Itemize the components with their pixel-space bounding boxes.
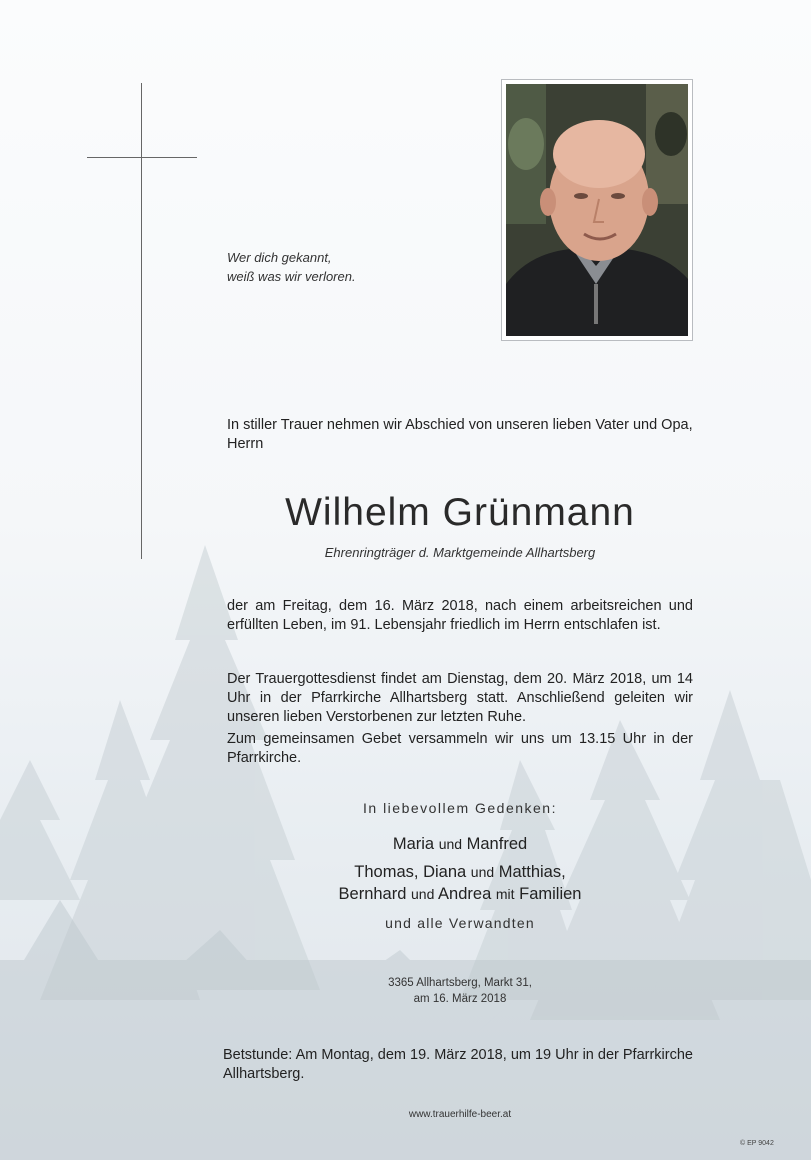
mourners-line-2 xyxy=(227,860,693,884)
prayer-hour-text: Betstunde: Am Montag, dem 19. März 2018, um 19 Uhr in der Pfarrkirche Allhartsberg. xyxy=(223,1047,693,1082)
funeral-service-paragraph: Der Trauergottesdienst findet am Dienstag, dem 20. März 2018, um 14 Uhr in der Pfarrkirche Allhartsberg statt. Anschließend geleiten wir unseren lieben Verstorbenen zur letzten Ruhe. xyxy=(227,671,693,725)
mourner-name: Maria xyxy=(392,835,435,853)
conjunction: mit xyxy=(495,886,515,902)
address-line-1: 3365 Allhartsberg, Markt 31, xyxy=(388,977,532,989)
intro-text: In stiller Trauer nehmen wir Abschied von unseren lieben Vater und Opa, Herrn xyxy=(227,417,693,452)
relatives-line: und alle Verwandten xyxy=(385,915,535,931)
mourner-name: Familien xyxy=(519,885,582,903)
portrait-photo xyxy=(501,79,693,341)
conjunction: und xyxy=(438,836,463,852)
motto-line-1: Wer dich gekannt, xyxy=(227,250,332,265)
website-link[interactable]: www.trauerhilfe-beer.at xyxy=(408,1109,512,1120)
deceased-honorary-title: Ehrenringträger d. Marktgemeinde Allhartsberg xyxy=(324,545,596,560)
cross-vertical-bar xyxy=(141,83,142,559)
motto-line-2: weiß was wir verloren. xyxy=(227,269,356,284)
cross-horizontal-bar xyxy=(87,157,197,158)
conjunction: und xyxy=(470,864,495,880)
mourner-name: Bernhard xyxy=(338,885,407,903)
mourner-name: Manfred xyxy=(466,835,528,853)
conjunction: und xyxy=(411,886,435,902)
imprint-code: © EP 9042 xyxy=(740,1140,774,1147)
deceased-name: Wilhelm Grünmann xyxy=(285,491,635,534)
death-announcement-paragraph: der am Freitag, dem 16. März 2018, nach einem arbeitsreichen und erfüllten Leben, im 91. Lebensjahr friedlich im Herrn entschlafen ist. xyxy=(227,598,693,633)
mourners-line-1 xyxy=(227,832,693,856)
mourners-heading: In liebevollem Gedenken: xyxy=(363,800,557,816)
mourners-line-3 xyxy=(227,882,693,906)
prayer-gathering-paragraph: Zum gemeinsamen Gebet versammeln wir uns um 13.15 Uhr in der Pfarrkirche. xyxy=(227,731,693,766)
motto xyxy=(227,248,356,286)
mourner-name: Matthias, xyxy=(498,863,566,881)
address-date: am 16. März 2018 xyxy=(413,993,507,1005)
portrait-image xyxy=(506,84,688,336)
mourner-name: Thomas, Diana xyxy=(354,863,467,881)
address-block xyxy=(227,975,693,1007)
mourner-name: Andrea xyxy=(438,885,492,903)
